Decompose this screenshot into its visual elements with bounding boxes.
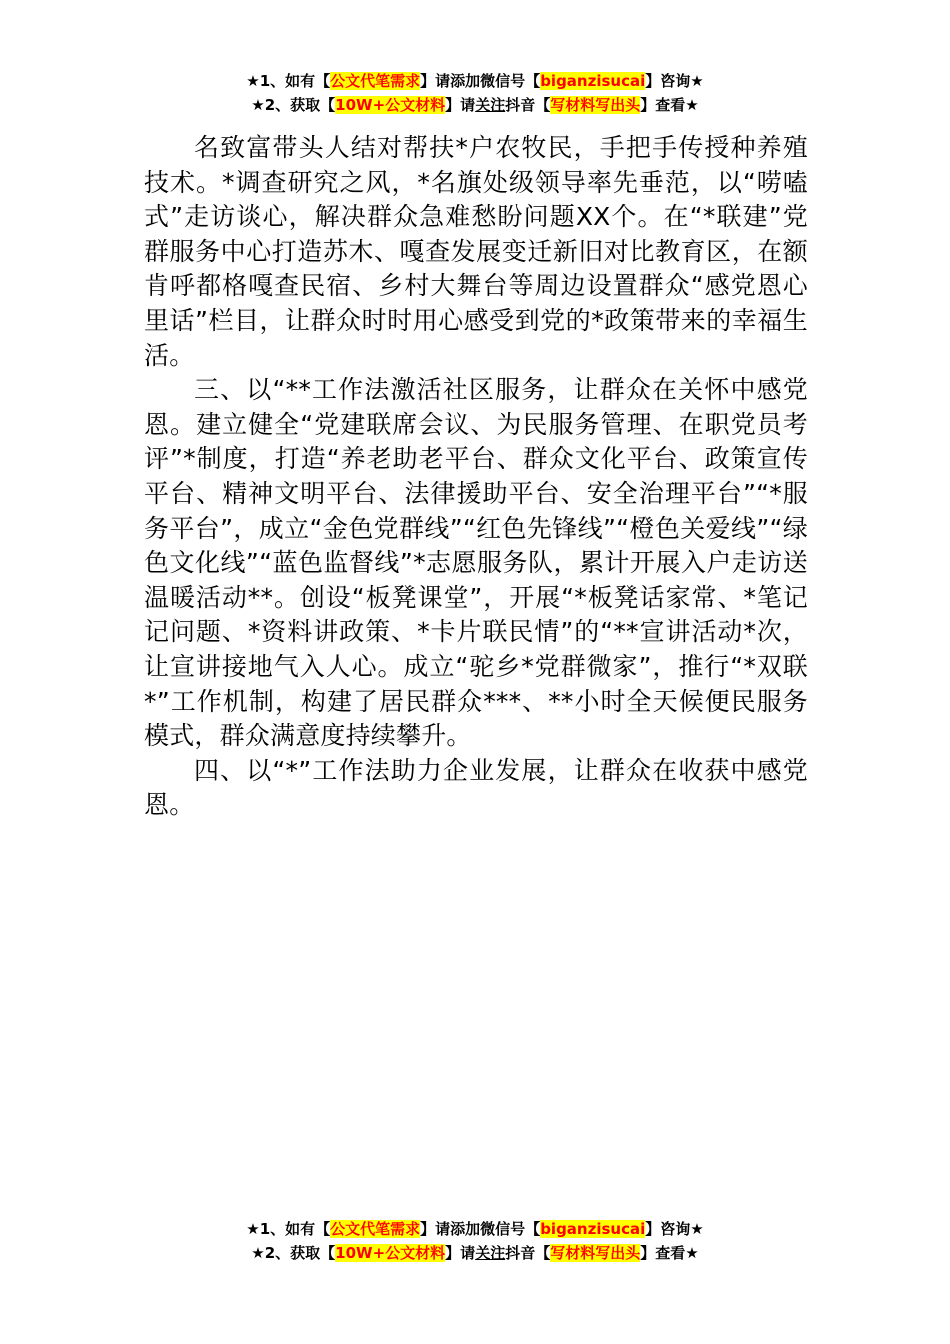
star-icon: ★ bbox=[685, 96, 699, 114]
highlight-service: 公文代笔需求 bbox=[330, 72, 421, 90]
footer-banner bbox=[0, 1217, 950, 1265]
banner-text: 】请 bbox=[445, 1244, 476, 1262]
star-icon: ★ bbox=[251, 1244, 265, 1262]
banner-text: 1、如有【 bbox=[259, 1220, 331, 1238]
banner-text: 】咨询 bbox=[645, 1220, 691, 1238]
star-icon: ★ bbox=[246, 72, 260, 90]
banner-text: 抖音【 bbox=[505, 96, 551, 114]
banner-text: 1、如有【 bbox=[259, 72, 331, 90]
banner-text: 】请 bbox=[445, 96, 476, 114]
banner-line-1 bbox=[0, 69, 950, 93]
paragraph-3: 四、以“*”工作法助力企业发展，让群众在收获中感党恩。 bbox=[144, 755, 808, 820]
paragraph-2: 三、以“**工作法激活社区服务，让群众在关怀中感党恩。建立健全“党建联席会议、为民服务管理、在职党员考评”*制度，打造“养老助老平台、群众文化平台、政策宣传平台、精神文明平台、法律援助平台、安全治理平台”“*服务平台”，成立“金色党群线”“红色先锋线”“橙色关爱线”“绿色文化线”“蓝色监督线”*志愿服务队，累计开展入户走访送温暖活动**。创设“板凳课堂”，开展“*板凳话家常、*笔记记问题、*资料讲政策、*卡片联民情”的“**宣讲活动*次，让宣讲接地气入人心。成立“驼乡*党群微家”，推行“*双联*”工作机制，构建了居民群众***、**小时全天候便民服务模式，群众满意度持续攀升。 bbox=[144, 375, 808, 751]
banner-text: 2、获取【 bbox=[264, 96, 336, 114]
paragraph-1: 名致富带头人结对帮扶*户农牧民，手把手传授种养殖技术。*调查研究之风，*名旗处级领导率先垂范，以“唠嗑式”走访谈心，解决群众急难愁盼问题XX个。在“*联建”党群服务中心打造苏木、嘎查发展变迁新旧对比教育区，在额肯呼都格嘎查民宿、乡村大舞台等周边设置群众“感党恩心里话”栏目，让群众时时用心感受到党的*政策带来的幸福生活。 bbox=[144, 133, 808, 370]
banner-line-1 bbox=[0, 1217, 950, 1241]
underlined-follow: 关注 bbox=[475, 1244, 506, 1262]
star-icon: ★ bbox=[685, 1244, 699, 1262]
highlight-materials: 10W+公文材料 bbox=[335, 96, 446, 114]
banner-text: 】查看 bbox=[640, 1244, 686, 1262]
banner-text: 】请添加微信号【 bbox=[420, 72, 541, 90]
banner-text: 2、获取【 bbox=[264, 1244, 336, 1262]
banner-text: 抖音【 bbox=[505, 1244, 551, 1262]
star-icon: ★ bbox=[251, 96, 265, 114]
highlight-wechat-id: biganzisucai bbox=[540, 1220, 646, 1238]
banner-line-2 bbox=[0, 1241, 950, 1265]
highlight-materials: 10W+公文材料 bbox=[335, 1244, 446, 1262]
banner-text: 】请添加微信号【 bbox=[420, 1220, 541, 1238]
highlight-douyin: 写材料写出头 bbox=[550, 1244, 641, 1262]
highlight-douyin: 写材料写出头 bbox=[550, 96, 641, 114]
underlined-follow: 关注 bbox=[475, 96, 506, 114]
highlight-wechat-id: biganzisucai bbox=[540, 72, 646, 90]
header-banner bbox=[0, 69, 950, 117]
star-icon: ★ bbox=[246, 1220, 260, 1238]
star-icon: ★ bbox=[690, 1220, 704, 1238]
star-icon: ★ bbox=[690, 72, 704, 90]
highlight-service: 公文代笔需求 bbox=[330, 1220, 421, 1238]
banner-line-2 bbox=[0, 93, 950, 117]
banner-text: 】查看 bbox=[640, 96, 686, 114]
banner-text: 】咨询 bbox=[645, 72, 691, 90]
document-body bbox=[144, 131, 808, 823]
